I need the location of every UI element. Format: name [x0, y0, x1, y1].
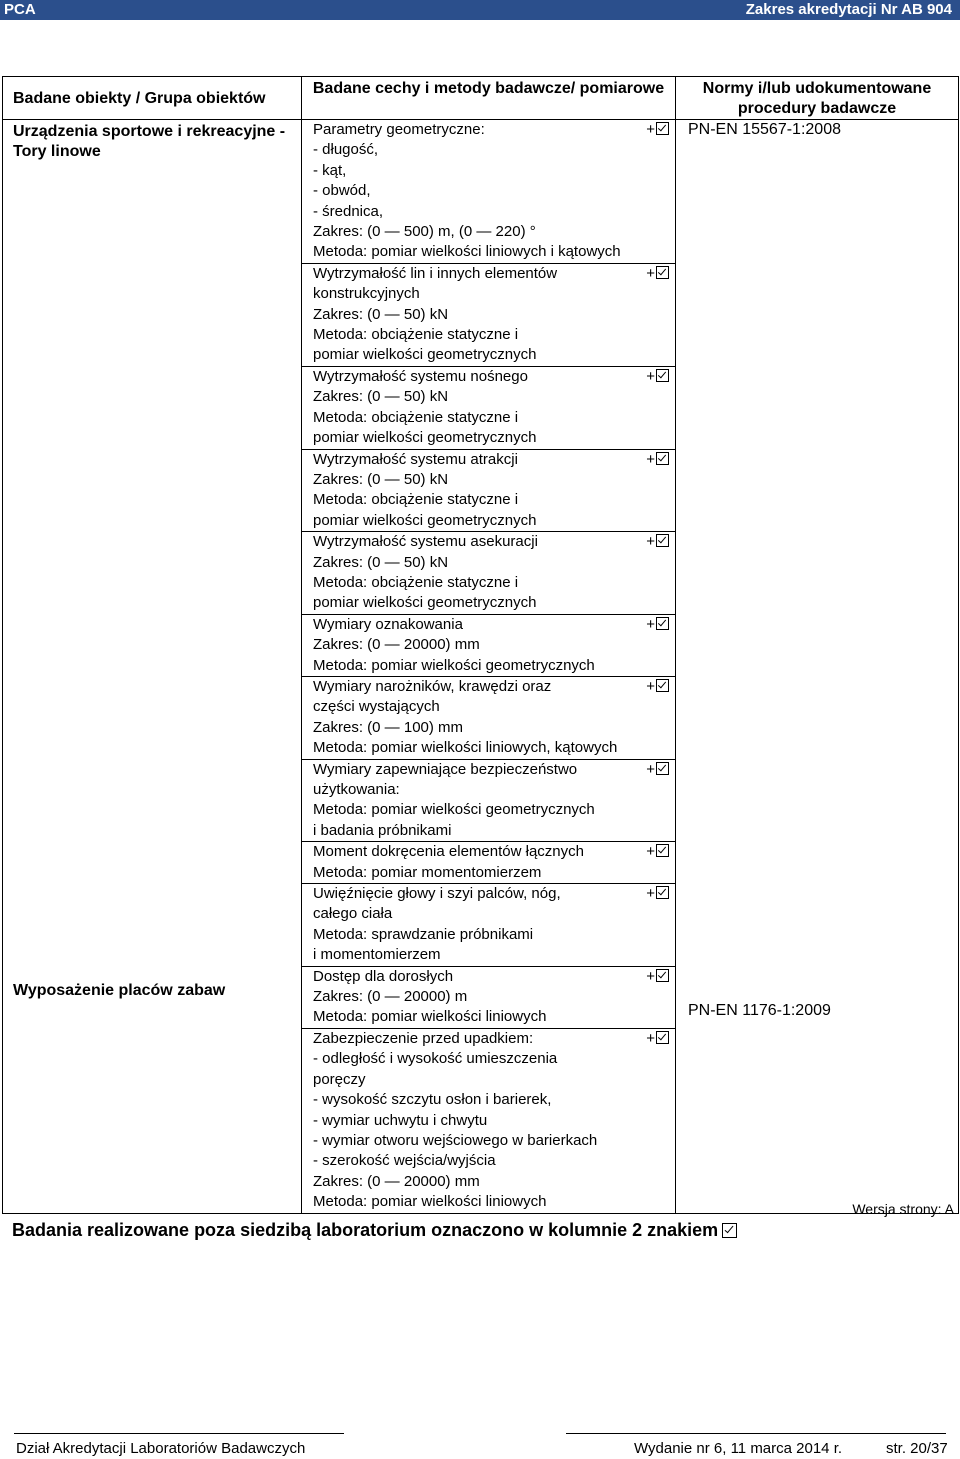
mark-prefix: + [646, 121, 655, 138]
method-line: pomiar wielkości geometrycznych [313, 346, 537, 364]
outside-lab-mark [646, 842, 669, 862]
object-ropes-courses: Urządzenia sportowe i rekreacyjne - Tory linowe [13, 123, 286, 160]
checkbox-mark-icon [656, 452, 669, 465]
method-block [302, 532, 675, 615]
method-line: Zakres: (0 — 20000) m [313, 988, 468, 1006]
method-block [302, 264, 675, 367]
method-line: - długość, [313, 141, 379, 159]
method-line: Parametry geometryczne: [313, 121, 485, 138]
method-line: pomiar wielkości geometrycznych [313, 429, 537, 447]
mark-prefix: + [646, 1029, 655, 1047]
method-line: pomiar wielkości geometrycznych [313, 511, 537, 529]
method-line: Wytrzymałość systemu asekuracji [313, 533, 538, 551]
checkbox-mark-icon [656, 617, 669, 630]
method-line: Metoda: obciążenie statyczne i [313, 573, 519, 591]
header-bar [0, 0, 960, 20]
checkbox-mark-icon [656, 1031, 669, 1044]
method-line: Metoda: obciążenie statyczne i [313, 408, 519, 426]
outside-lab-mark [646, 264, 669, 284]
method-line: Metoda: pomiar wielkości geometrycznych [313, 801, 595, 819]
method-line: - średnica, [313, 202, 384, 220]
method-block [302, 842, 675, 884]
mark-prefix: + [646, 843, 655, 861]
method-line: Wymiary narożników, krawędzi oraz [313, 677, 552, 695]
outside-lab-mark [646, 884, 669, 904]
method-line: Metoda: pomiar momentomierzem [313, 863, 542, 881]
method-line: - szerokość wejścia/wyjścia [313, 1152, 496, 1170]
method-line: Wytrzymałość lin i innych elementów [313, 264, 558, 282]
footer-department: Dział Akredytacji Laboratoriów Badawczych [16, 1440, 306, 1457]
checkbox-mark-icon [656, 886, 669, 899]
method-line: - wysokość szczytu osłon i barierek, [313, 1091, 552, 1109]
method-line: Zakres: (0 — 500) m, (0 — 220) ° [313, 223, 536, 241]
norm-ropes-courses: PN-EN 15567-1:2008 [688, 121, 841, 138]
method-line: Metoda: pomiar wielkości geometrycznych [313, 656, 595, 674]
method-line: Zakres: (0 — 50) kN [313, 388, 449, 406]
method-line: Dostęp dla dorosłych [313, 967, 454, 985]
checkbox-mark-icon [656, 762, 669, 775]
method-block [302, 677, 675, 760]
outside-lab-mark [646, 532, 669, 552]
mark-prefix: + [646, 533, 655, 551]
outside-lab-mark [646, 615, 669, 635]
checkbox-mark-icon [656, 969, 669, 982]
method-line: Zakres: (0 — 50) kN [313, 305, 449, 323]
outside-lab-mark [646, 677, 669, 697]
footer-rule-left [14, 1433, 344, 1434]
column-header-methods: Badane cechy i metody badawcze/ pomiarowe [302, 77, 676, 120]
method-line: Wytrzymałość systemu nośnego [313, 367, 528, 385]
method-line: Zabezpieczenie przed upadkiem: [313, 1029, 534, 1047]
outside-lab-mark [646, 967, 669, 987]
method-line: poręczy [313, 1070, 366, 1088]
column-header-norms: Normy i/lub udokumentowane procedury badawcze [676, 77, 959, 120]
methods-list [302, 120, 675, 1213]
method-line: pomiar wielkości geometrycznych [313, 594, 537, 612]
page-version-note: Wersja strony: A [852, 1201, 954, 1217]
method-line: i badania próbnikami [313, 821, 452, 839]
footer-rule-right [566, 1433, 946, 1434]
column-header-objects: Badane obiekty / Grupa obiektów [3, 77, 302, 120]
mark-prefix: + [646, 967, 655, 985]
method-line: Metoda: obciążenie statyczne i [313, 491, 519, 509]
method-line: Zakres: (0 — 100) mm [313, 718, 464, 736]
outside-lab-mark [646, 450, 669, 470]
method-line: Metoda: pomiar wielkości liniowych, kątowych [313, 739, 618, 757]
method-line: konstrukcyjnych [313, 285, 420, 303]
norm-playground-equipment: PN-EN 1176-1:2009 [688, 1002, 831, 1019]
header-org: PCA [4, 1, 36, 18]
checkbox-mark-icon [722, 1223, 737, 1238]
method-line: - kąt, [313, 161, 347, 179]
method-line: Wytrzymałość systemu atrakcji [313, 450, 518, 468]
checkbox-mark-icon [656, 534, 669, 547]
checkbox-mark-icon [656, 844, 669, 857]
method-line: części wystających [313, 698, 440, 716]
objects-cell [3, 120, 302, 1214]
mark-prefix: + [646, 885, 655, 903]
footer-edition: Wydanie nr 6, 11 marca 2014 r. [634, 1440, 843, 1457]
method-block [302, 884, 675, 967]
accreditation-table [2, 76, 959, 1214]
methods-cell [302, 120, 676, 1214]
checkbox-mark-icon [656, 266, 669, 279]
object-playground-equipment: Wyposażenie placów zabaw [13, 982, 226, 999]
checkbox-mark-icon [656, 122, 669, 135]
method-block [302, 450, 675, 533]
method-line: - wymiar uchwytu i chwytu [313, 1111, 488, 1129]
checkbox-mark-icon [656, 369, 669, 382]
norms-cell [676, 120, 959, 1214]
method-block [302, 760, 675, 843]
method-block [302, 967, 675, 1029]
method-line: Metoda: sprawdzanie próbnikami [313, 925, 534, 943]
method-line: Wymiary oznakowania [313, 615, 463, 633]
outside-lab-mark [646, 760, 669, 780]
footnote [12, 1220, 737, 1241]
outside-lab-mark [646, 367, 669, 387]
method-line: całego ciała [313, 905, 393, 923]
method-line: Zakres: (0 — 50) kN [313, 553, 449, 571]
method-line: Uwięźnięcie głowy i szyi palców, nóg, [313, 885, 561, 903]
method-line: i momentomierzem [313, 946, 441, 964]
mark-prefix: + [646, 450, 655, 468]
method-line: Metoda: pomiar wielkości liniowych [313, 1193, 547, 1211]
header-title: Zakres akredytacji Nr AB 904 [745, 1, 952, 18]
method-line: Zakres: (0 — 20000) mm [313, 636, 480, 654]
outside-lab-mark [646, 120, 669, 140]
method-line: - wymiar otworu wejściowego w barierkach [313, 1131, 598, 1149]
footer-page-number: str. 20/37 [886, 1440, 948, 1457]
method-block [302, 367, 675, 450]
method-line: Wymiary zapewniające bezpieczeństwo [313, 760, 578, 778]
method-line: Zakres: (0 — 20000) mm [313, 1172, 480, 1190]
method-line: Zakres: (0 — 50) kN [313, 470, 449, 488]
mark-prefix: + [646, 615, 655, 633]
mark-prefix: + [646, 264, 655, 282]
method-line: użytkowania: [313, 781, 400, 798]
method-line: - obwód, [313, 182, 371, 200]
mark-prefix: + [646, 760, 655, 778]
mark-prefix: + [646, 367, 655, 385]
method-line: Metoda: obciążenie statyczne i [313, 326, 519, 344]
method-line: Moment dokręcenia elementów łącznych [313, 843, 584, 861]
method-line: Metoda: pomiar wielkości liniowych i kątowych [313, 243, 621, 261]
method-block [302, 615, 675, 677]
method-line: - odległość i wysokość umieszczenia [313, 1050, 558, 1068]
method-block [302, 1029, 675, 1213]
mark-prefix: + [646, 677, 655, 695]
method-block [302, 120, 675, 264]
footnote-text: Badania realizowane poza siedzibą laboratorium oznaczono w kolumnie 2 znakiem [12, 1220, 719, 1240]
checkbox-mark-icon [656, 679, 669, 692]
outside-lab-mark [646, 1029, 669, 1049]
method-line: Metoda: pomiar wielkości liniowych [313, 1008, 547, 1026]
